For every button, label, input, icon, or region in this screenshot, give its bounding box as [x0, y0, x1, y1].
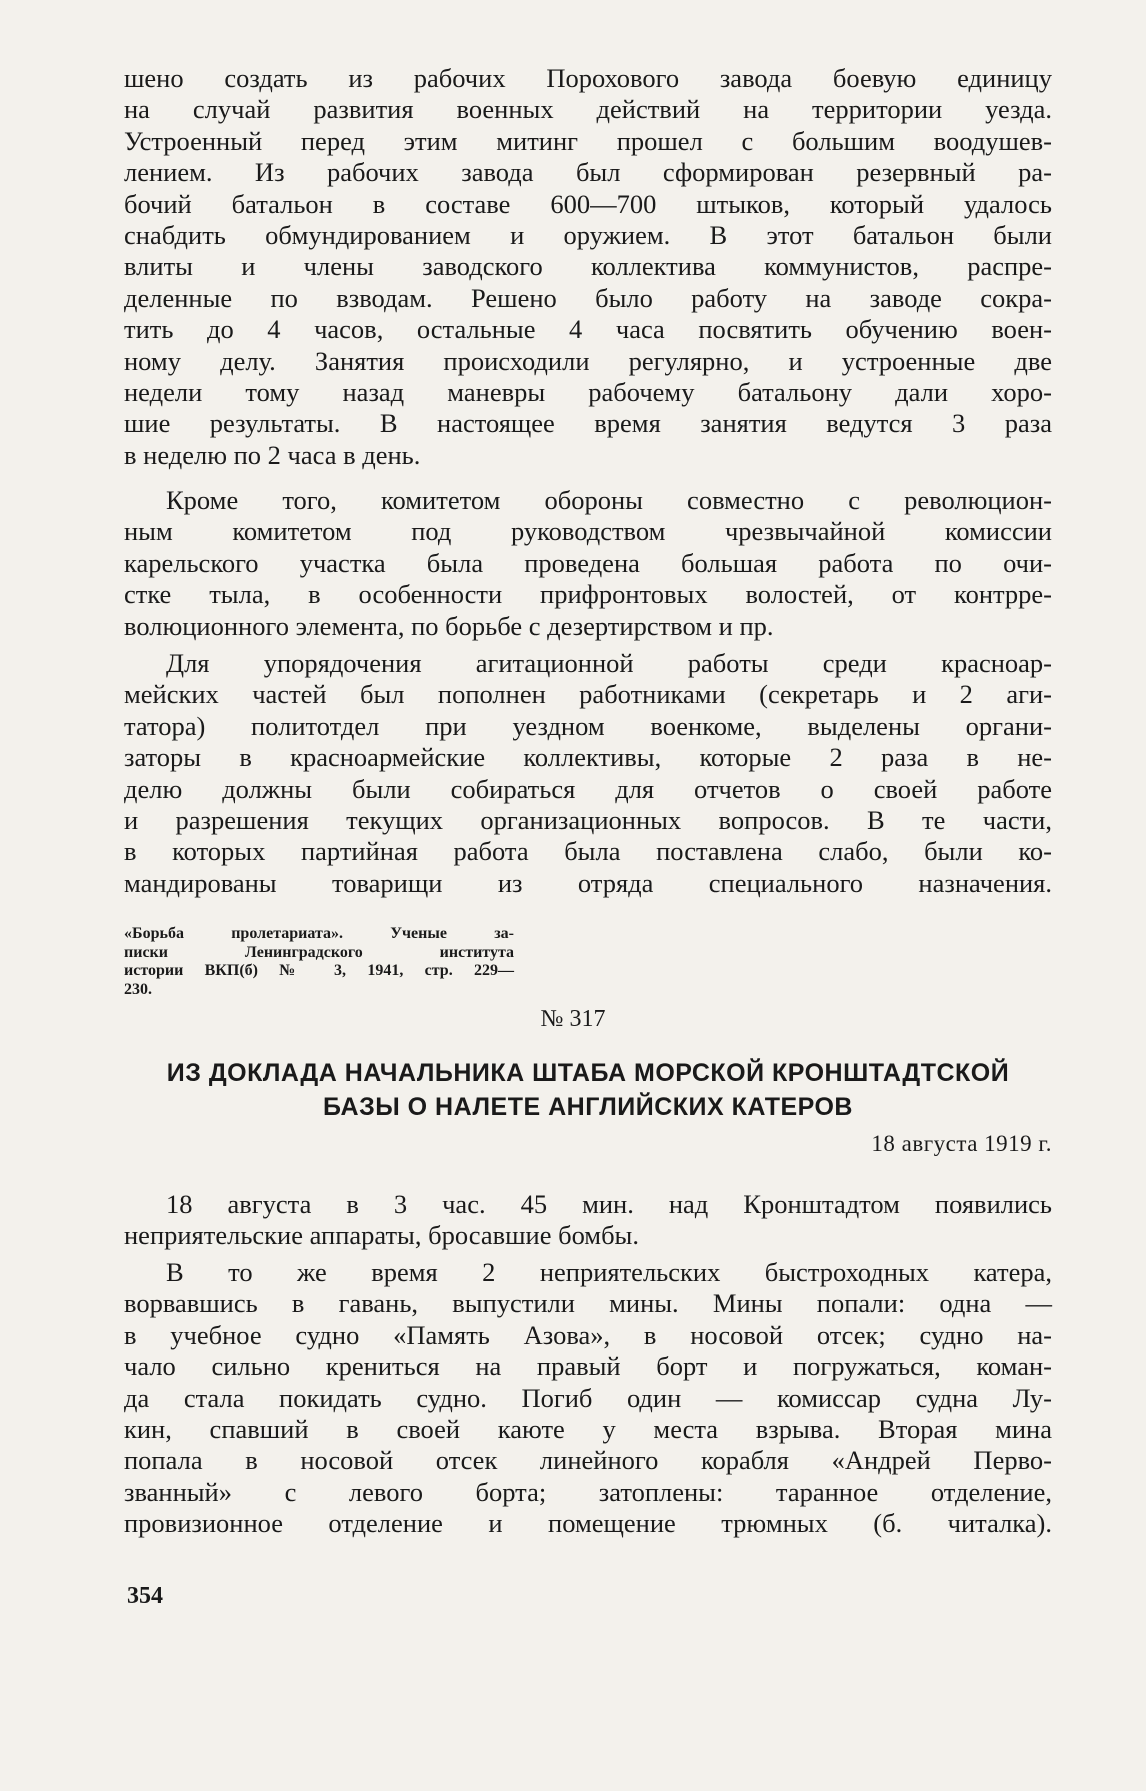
text-line: в учебное судно «Память Азова», в носовой отсек; судно на- — [124, 1319, 1052, 1350]
text-line: волюционного элемента, по борьбе с дезертирством и пр. — [124, 610, 774, 641]
text-line: Кроме того, комитетом обороны совместно с революцион- — [166, 485, 1052, 515]
text-line: провизионное отделение и помещение трюмных (б. читалка). — [124, 1508, 1052, 1539]
paragraph-3 — [124, 648, 1052, 899]
text-line: и разрешения текущих организационных вопросов. В те части, — [124, 805, 1052, 836]
text-line: в которых партийная работа была поставлена слабо, были ко- — [124, 836, 1052, 867]
text-line: неприятельские аппараты, бросавшие бомбы. — [124, 1220, 639, 1251]
text-line: ному делу. Занятия происходили регулярно, и устроенные две — [124, 345, 1052, 376]
text-line: шие результаты. В настоящее время занятия ведутся 3 раза — [124, 408, 1052, 439]
text-line: на случай развития военных действий на территории уезда. — [124, 94, 1052, 125]
source-citation — [124, 925, 514, 999]
text-line: Устроенный перед этим митинг прошел с большим воодушев- — [124, 125, 1052, 156]
text-line: недели тому назад маневры рабочему батальону дали хоро- — [124, 377, 1052, 408]
citation-line: 230. — [124, 980, 152, 998]
text-line: карельского участка была проведена большая работа по очи- — [124, 547, 1052, 578]
text-line: кин, спавший в своей каюте у места взрыва. Вторая мина — [124, 1414, 1052, 1445]
text-line: бочий батальон в составе 600—700 штыков, который удалось — [124, 188, 1052, 219]
text-line: заторы в красноармейские коллективы, которые 2 раза в не- — [124, 742, 1052, 773]
text-line: 18 августа в 3 час. 45 мин. над Кронштадтом появились — [166, 1189, 1052, 1219]
document-date: 18 августа 1919 г. — [871, 1131, 1052, 1156]
text-line: шено создать из рабочих Порохового завода боевую единицу — [124, 63, 1052, 93]
text-line: влиты и члены заводского коллектива коммунистов, распре- — [124, 251, 1052, 282]
text-line: попала в носовой отсек линейного корабля «Андрей Перво- — [124, 1445, 1052, 1476]
text-line: ворвавшись в гавань, выпустили мины. Мины попали: одна — — [124, 1288, 1052, 1319]
paragraph-1 — [124, 63, 1052, 471]
text-line: снабдить обмундированием и оружием. В этот батальон были — [124, 220, 1052, 251]
citation-line: писки Ленинградского института — [124, 943, 514, 961]
text-line: татора) политотдел при уездном военкоме, выделены органи- — [124, 710, 1052, 741]
paragraph-4 — [124, 1189, 1052, 1252]
document-heading — [124, 1056, 1052, 1124]
text-line: делю должны были собираться для отчетов о своей работе — [124, 773, 1052, 804]
text-line: мейских частей был пополнен работниками (секретарь и 2 аги- — [124, 679, 1052, 710]
text-line: да стала покидать судно. Погиб один — комиссар судна Лу- — [124, 1382, 1052, 1413]
text-line: тить до 4 часов, остальные 4 часа посвятить обучению воен- — [124, 314, 1052, 345]
heading-line: ИЗ ДОКЛАДА НАЧАЛЬНИКА ШТАБА МОРСКОЙ КРОНШТАДТСКОЙ — [166, 1059, 1010, 1087]
text-line: ным комитетом под руководством чрезвычайной комиссии — [124, 516, 1052, 547]
text-line: чало сильно крениться на правый борт и погружаться, коман- — [124, 1351, 1052, 1382]
text-line: лением. Из рабочих завода был сформирован резервный ра- — [124, 157, 1052, 188]
text-line: стке тыла, в особенности прифронтовых волостей, от контрре- — [124, 579, 1052, 610]
paragraph-2 — [124, 485, 1052, 642]
text-line: деленные по взводам. Решено было работу на заводе сокра- — [124, 282, 1052, 313]
text-line: мандированы товарищи из отряда специального назначения. — [124, 867, 1052, 898]
text-line: В то же время 2 неприятельских быстроходных катера, — [166, 1257, 1052, 1287]
document-number: № 317 — [540, 1006, 606, 1032]
heading-line: БАЗЫ О НАЛЕТЕ АНГЛИЙСКИХ КАТЕРОВ — [323, 1093, 853, 1121]
citation-line: истории ВКП(б) № 3, 1941, стр. 229— — [124, 962, 514, 979]
paragraph-5 — [124, 1257, 1052, 1540]
text-line: Для упорядочения агитационной работы среди красноар- — [166, 648, 1052, 678]
text-line: званный» с левого борта; затоплены: таранное отделение, — [124, 1476, 1052, 1507]
page-number: 354 — [127, 1583, 163, 1609]
citation-line: «Борьба пролетариата». Ученые за- — [124, 925, 514, 942]
text-line: в неделю по 2 часа в день. — [124, 439, 421, 470]
